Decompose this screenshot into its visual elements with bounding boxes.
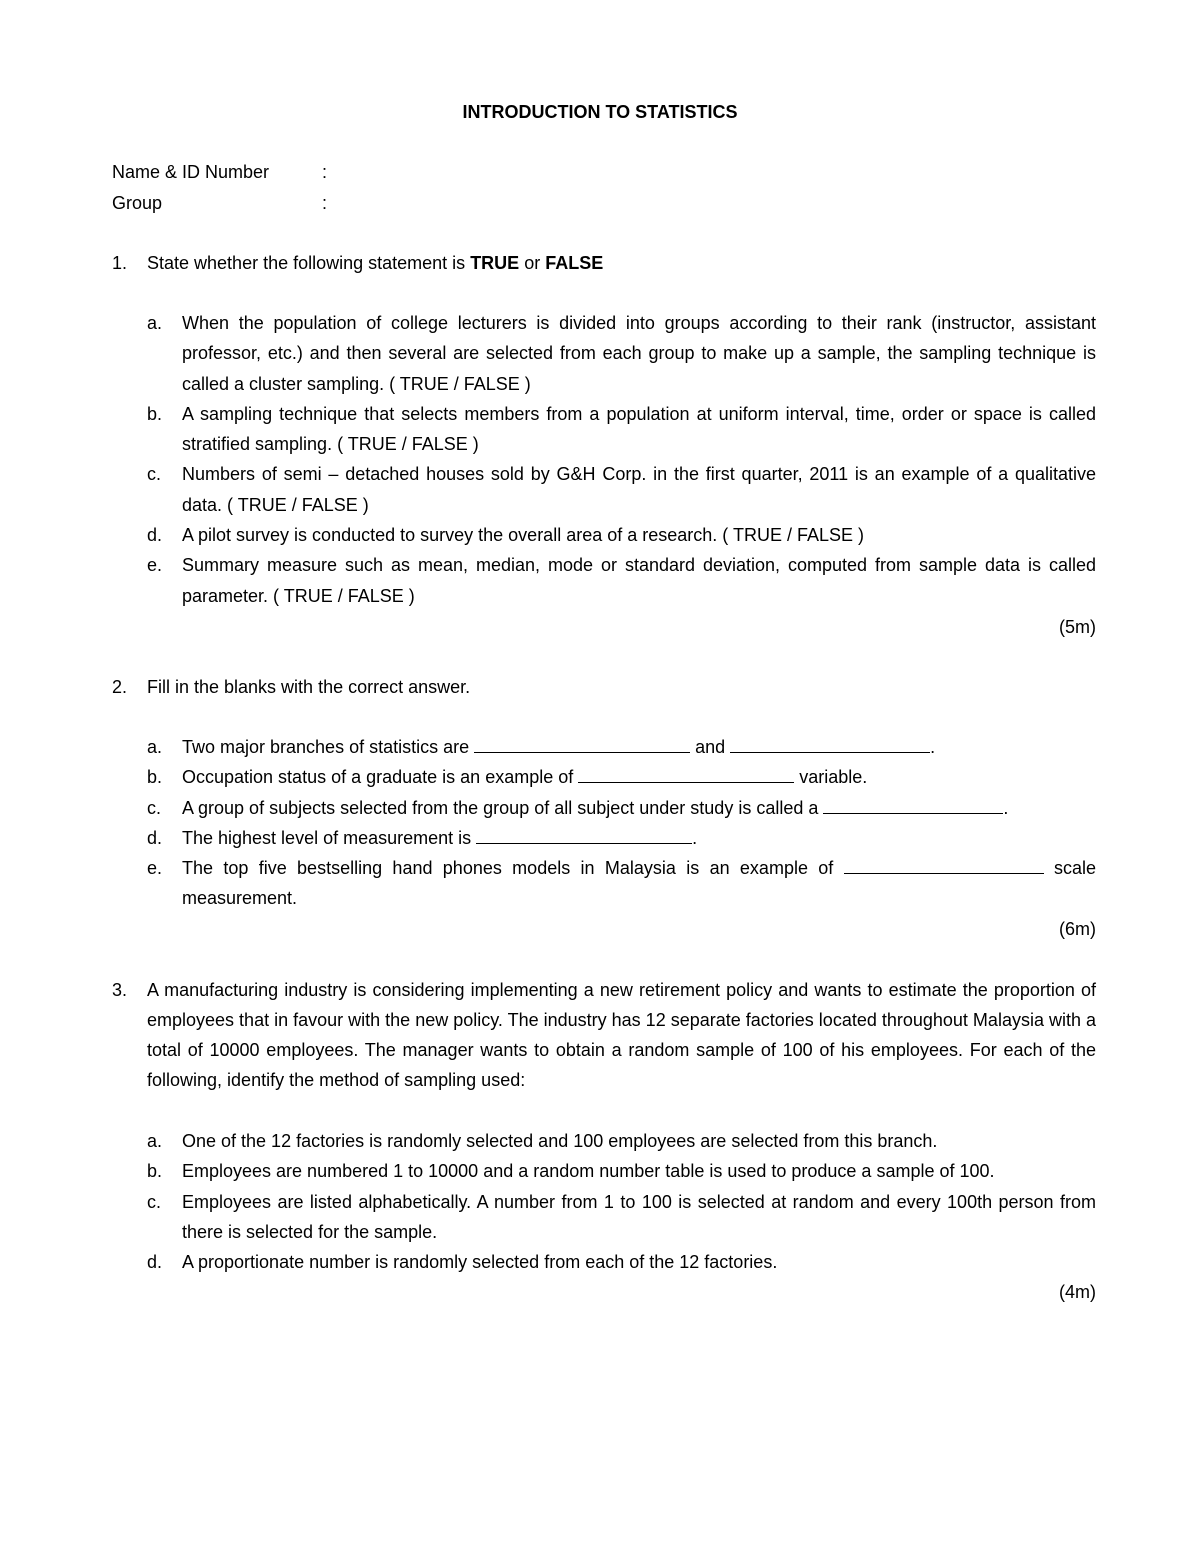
question-1-heading	[112, 248, 1096, 278]
question-3-number: 3.	[112, 980, 128, 1000]
name-id-colon: :	[322, 162, 328, 182]
question-1-or-word: or	[519, 253, 546, 273]
item-letter: d.	[147, 827, 163, 848]
item-text: A proportionate number is randomly selected from each of the 12 factories.	[182, 1252, 778, 1273]
question-1-true-word: TRUE	[470, 253, 520, 273]
item-text-after: variable.	[794, 767, 868, 788]
group-colon: :	[322, 193, 328, 213]
item-text: One of the 12 factories is randomly selected and 100 employees are selected from this branch.	[182, 1131, 938, 1151]
answer-blank[interactable]	[823, 795, 1003, 814]
question-1-items	[147, 308, 1096, 611]
item-letter: e.	[147, 555, 163, 576]
list-item	[147, 399, 1096, 460]
name-id-field	[112, 160, 512, 184]
question-3-marks: (4m)	[1059, 1282, 1096, 1302]
item-letter: c.	[147, 464, 162, 485]
list-item	[147, 732, 1096, 762]
item-letter: d.	[147, 525, 163, 546]
answer-blank[interactable]	[844, 855, 1044, 874]
list-item	[147, 520, 1096, 550]
item-text: Employees are numbered 1 to 10000 and a random number table is used to produce a sample of 100.	[182, 1161, 995, 1182]
item-letter: c.	[147, 1191, 162, 1212]
item-text: A pilot survey is conducted to survey the overall area of a research. ( TRUE / FALSE )	[182, 525, 864, 546]
group-label: Group	[112, 193, 163, 213]
item-letter: b.	[147, 1161, 163, 1182]
item-text-after: .	[1003, 797, 1009, 818]
item-text: When the population of college lecturers is divided into groups according to their rank (instructor, assistant professor, etc.) and then several are selected from each group to make up a sample, the sampling technique is called a cluster sampling. ( TRUE / FALSE )	[182, 313, 1096, 394]
question-2-number: 2.	[112, 677, 128, 697]
list-item	[147, 793, 1096, 823]
question-2-items	[147, 732, 1096, 914]
list-item	[147, 762, 1096, 792]
list-item	[147, 1247, 1096, 1277]
item-text-before: The top five bestselling hand phones models in Malaysia is an example of	[182, 858, 844, 879]
item-text-after: .	[692, 827, 698, 848]
item-letter: a.	[147, 313, 163, 333]
item-text: A sampling technique that selects members from a population at uniform interval, time, order or space is called stratified sampling. ( TRUE / FALSE )	[182, 403, 1096, 455]
item-text-before: Two major branches of statistics are	[182, 737, 475, 757]
item-letter: a.	[147, 737, 163, 757]
answer-blank[interactable]	[730, 734, 930, 753]
list-item	[147, 823, 1096, 853]
question-2-marks: (6m)	[1059, 919, 1096, 939]
list-item	[147, 1156, 1096, 1186]
list-item	[147, 1187, 1096, 1248]
item-letter: e.	[147, 858, 163, 879]
answer-blank[interactable]	[578, 764, 794, 783]
question-3-items	[147, 1126, 1096, 1277]
name-id-label: Name & ID Number	[112, 162, 270, 182]
page-title: INTRODUCTION TO STATISTICS	[462, 102, 738, 122]
question-3-text: A manufacturing industry is considering implementing a new retirement policy and wants to estimate the proportion of employees that in favour with the new policy. The industry has 12 separate factories located throughout Malaysia with a total of 10000 employees. The manager wants to obtain a random sample of 100 of his employees. For each of the following, identify the method of sampling used:	[147, 980, 1096, 1090]
question-3-heading	[112, 975, 1096, 1095]
question-1-text-before: State whether the following statement is	[147, 253, 471, 273]
list-item	[147, 308, 1096, 399]
item-letter: a.	[147, 1131, 163, 1151]
item-letter: c.	[147, 797, 162, 818]
question-1-marks: (5m)	[1059, 617, 1096, 637]
question-1-false-word: FALSE	[545, 253, 604, 273]
item-letter: d.	[147, 1252, 163, 1273]
item-text-after: .	[930, 737, 936, 757]
item-text-before: Occupation status of a graduate is an example of	[182, 767, 579, 788]
list-item	[147, 459, 1096, 520]
item-text-before: The highest level of measurement is	[182, 827, 477, 848]
item-letter: b.	[147, 403, 163, 424]
item-text: Numbers of semi – detached houses sold by G&H Corp. in the first quarter, 2011 is an example of a qualitative data. ( TRUE / FALSE )	[182, 464, 1096, 515]
question-2-text: Fill in the blanks with the correct answer.	[147, 677, 471, 697]
list-item	[147, 1126, 1096, 1156]
item-text-middle: and	[690, 737, 731, 757]
item-text: Employees are listed alphabetically. A number from 1 to 100 is selected at random and every 100th person from there is selected for the sample.	[182, 1191, 1096, 1242]
item-text: Summary measure such as mean, median, mode or standard deviation, computed from sample data is called parameter. ( TRUE / FALSE )	[182, 555, 1096, 606]
list-item	[147, 853, 1096, 914]
item-text-after: scale measurement.	[182, 858, 1096, 909]
group-field	[112, 191, 512, 215]
question-1-number: 1.	[112, 253, 128, 273]
item-text-before: A group of subjects selected from the group of all subject under study is called a	[182, 797, 824, 818]
question-1-text	[147, 248, 1096, 278]
answer-blank[interactable]	[474, 734, 690, 753]
answer-blank[interactable]	[476, 825, 692, 844]
list-item	[147, 550, 1096, 611]
item-letter: b.	[147, 767, 163, 788]
question-2-heading	[112, 672, 1096, 702]
